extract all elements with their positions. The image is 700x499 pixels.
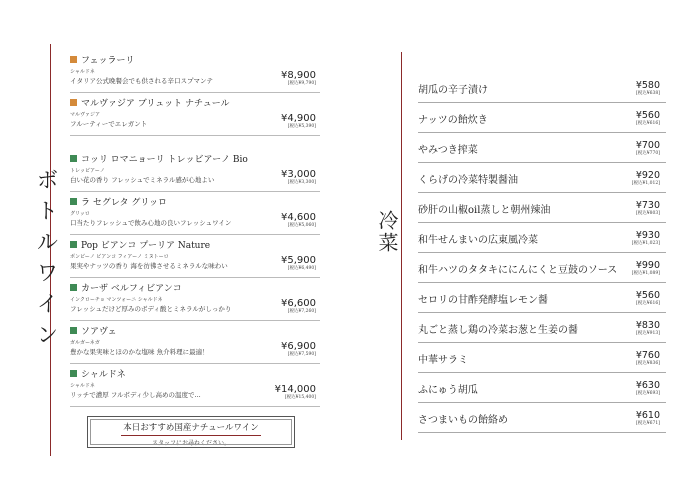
wine-grape: ガルガーネガ xyxy=(70,340,100,346)
divider xyxy=(70,277,320,278)
dish-price: ¥580 xyxy=(635,80,660,91)
divider xyxy=(70,320,320,321)
wine-name: フェッラーリ xyxy=(81,55,135,66)
wine-grape: グリッロ xyxy=(70,211,90,217)
dish-name: 和牛せんまいの広東風冷菜 xyxy=(418,235,538,246)
wine-item xyxy=(70,323,320,363)
divider xyxy=(418,432,666,433)
dish-price: ¥930 xyxy=(635,230,660,241)
wine-name: カーザ ベルフィビアンコ xyxy=(81,283,182,294)
green-square-icon xyxy=(70,241,77,248)
wine-description: フルーティーでエレガント xyxy=(70,120,148,128)
divider xyxy=(70,234,320,235)
divider xyxy=(70,191,320,192)
wine-item xyxy=(70,52,320,92)
dish-price: ¥730 xyxy=(635,200,660,211)
wine-price: ¥4,600 xyxy=(281,212,316,223)
wine-item xyxy=(70,280,320,320)
green-square-icon xyxy=(70,327,77,334)
wine-price: ¥8,900 xyxy=(281,70,316,81)
dish-price-tax: [税込¥836] xyxy=(636,361,660,366)
dish-price-tax: [税込¥913] xyxy=(636,331,660,336)
wine-price: ¥4,900 xyxy=(281,113,316,124)
wine-description: 豊かな果実味とほのかな塩味 魚介料理に最適！ xyxy=(70,348,209,356)
dish-name: さつまいもの飴絡め xyxy=(418,415,508,426)
wine-price-tax: [税込¥9,790] xyxy=(287,81,316,86)
dish-name: 中華サラミ xyxy=(418,355,468,366)
wine-price-tax: [税込¥7,260] xyxy=(287,309,316,314)
wine-description: イタリア公式晩餐会でも供される辛口スプマンテ xyxy=(70,77,213,85)
wine-name: ソアヴェ xyxy=(81,326,117,337)
green-square-icon xyxy=(70,370,77,377)
recommendation-inner-border xyxy=(90,419,292,445)
wine-item xyxy=(70,194,320,234)
dish-name: ナッツの飴炊き xyxy=(418,115,488,126)
wine-name: Pop ビアンコ プーリア Nature xyxy=(81,240,211,251)
dish-price: ¥990 xyxy=(635,260,660,271)
wine-price: ¥5,900 xyxy=(281,255,316,266)
dish-price-tax: [税込¥1,012] xyxy=(631,181,660,186)
cold-dish-item xyxy=(418,313,666,343)
wine-description: 白い花の香り フレッシュでミネラル感が心地よい xyxy=(70,176,215,184)
wine-description: フレッシュだけど厚みのボディ酸とミネラルがしっかり xyxy=(70,305,232,313)
wine-price-tax: [税込¥5,390] xyxy=(287,124,316,129)
dish-price-tax: [税込¥671] xyxy=(636,421,660,426)
cold-dish-item xyxy=(418,163,666,193)
orange-square-icon xyxy=(70,56,77,63)
cold-dish-item xyxy=(418,133,666,163)
wine-name: ラ セグレタ グリッロ xyxy=(81,197,168,208)
dish-name: 砂肝の山椒oil蒸しと朝州辣油 xyxy=(418,205,551,216)
dish-price: ¥920 xyxy=(635,170,660,181)
wine-item xyxy=(70,151,320,191)
wine-item xyxy=(70,366,320,406)
wine-grape: トレッビアーノ xyxy=(70,168,105,174)
wine-price-tax: [税込¥3,300] xyxy=(287,180,316,185)
dish-price-tax: [税込¥616] xyxy=(636,301,660,306)
dish-price: ¥560 xyxy=(635,110,660,121)
recommendation-title: 本日おすすめ国産ナチュールワイン xyxy=(123,423,259,433)
green-square-icon xyxy=(70,198,77,205)
recommendation-box xyxy=(87,416,295,448)
wine-grape: シャルドネ xyxy=(70,383,95,389)
wine-section-title: ボトルワイン xyxy=(33,168,58,354)
wine-price-tax: [税込¥15,400] xyxy=(284,395,316,400)
dish-price: ¥610 xyxy=(635,410,660,421)
wine-price: ¥14,000 xyxy=(274,384,316,395)
wine-name: マルヴァジア ブリュット ナチュール xyxy=(81,98,230,109)
dish-name: 和牛ハツのタタキににんにくと豆鼓のソース xyxy=(418,265,618,276)
wine-description: リッチで濃厚 フルボディ少し高めの温度で... xyxy=(70,391,201,399)
cold-dish-item xyxy=(418,283,666,313)
cold-dish-item xyxy=(418,193,666,223)
wine-grape: シャルドネ xyxy=(70,69,95,75)
dish-name: くらげの冷菜特製醤油 xyxy=(418,175,518,186)
dish-price-tax: [税込¥638] xyxy=(636,91,660,96)
wine-name: シャルドネ xyxy=(81,369,126,380)
divider xyxy=(70,135,320,136)
dish-price: ¥760 xyxy=(635,350,660,361)
cold-dish-item xyxy=(418,403,666,433)
cold-dish-item xyxy=(418,223,666,253)
wine-grape: マルヴァジア xyxy=(70,112,100,118)
dish-price-tax: [税込¥1,023] xyxy=(631,241,660,246)
dish-name: 丸ごと蒸し鶏の冷菜お葱と生姜の醤 xyxy=(418,325,578,336)
wine-description: 果実やナッツの香り 海を彷彿させるミネラルな味わい xyxy=(70,262,228,270)
green-square-icon xyxy=(70,155,77,162)
cold-section-title: 冷菜 xyxy=(375,210,399,254)
divider xyxy=(70,92,320,93)
wine-description: 口当たりフレッシュで飲み心地の良いフレッシュワイン xyxy=(70,219,232,227)
dish-price-tax: [税込¥1,089] xyxy=(631,271,660,276)
wine-price: ¥6,900 xyxy=(281,341,316,352)
wine-price: ¥6,600 xyxy=(281,298,316,309)
dish-price-tax: [税込¥803] xyxy=(636,211,660,216)
dish-name: 胡瓜の辛子漬け xyxy=(418,85,488,96)
orange-square-icon xyxy=(70,99,77,106)
dish-price-tax: [税込¥693] xyxy=(636,391,660,396)
green-square-icon xyxy=(70,284,77,291)
wine-list xyxy=(70,52,320,407)
recommendation-subtext: スタッフにお尋ねください。 xyxy=(151,440,230,447)
dish-name: やみつき搾菜 xyxy=(418,145,478,156)
dish-name: ふにゅう胡瓜 xyxy=(418,385,478,396)
dish-price: ¥700 xyxy=(635,140,660,151)
divider xyxy=(70,363,320,364)
cold-dish-item xyxy=(418,373,666,403)
wine-price: ¥3,000 xyxy=(281,169,316,180)
cold-dish-item xyxy=(418,103,666,133)
wine-grape: ボンビーノ ビアンコ フィアーノ ミヌトーロ xyxy=(70,254,169,260)
wine-price-tax: [税込¥6,490] xyxy=(287,266,316,271)
wine-name: コッリ ロマニョーリ トレッビアーノ Bio xyxy=(81,154,248,165)
cold-dish-list xyxy=(418,73,666,433)
dish-price-tax: [税込¥616] xyxy=(636,121,660,126)
wine-item xyxy=(70,237,320,277)
dish-price: ¥830 xyxy=(635,320,660,331)
cold-dish-item xyxy=(418,73,666,103)
wine-price-tax: [税込¥7,590] xyxy=(287,352,316,357)
dish-price: ¥630 xyxy=(635,380,660,391)
dish-name: セロリの甘酢発酵塩レモン醤 xyxy=(418,295,548,306)
divider xyxy=(70,406,320,407)
wine-price-tax: [税込¥5,060] xyxy=(287,223,316,228)
dish-price: ¥560 xyxy=(635,290,660,301)
wine-item xyxy=(70,95,320,135)
dish-price-tax: [税込¥770] xyxy=(636,151,660,156)
cold-dish-item xyxy=(418,343,666,373)
cold-dish-item xyxy=(418,253,666,283)
wine-grape: インクローチョ マンツォーニ シャルドネ xyxy=(70,297,163,303)
